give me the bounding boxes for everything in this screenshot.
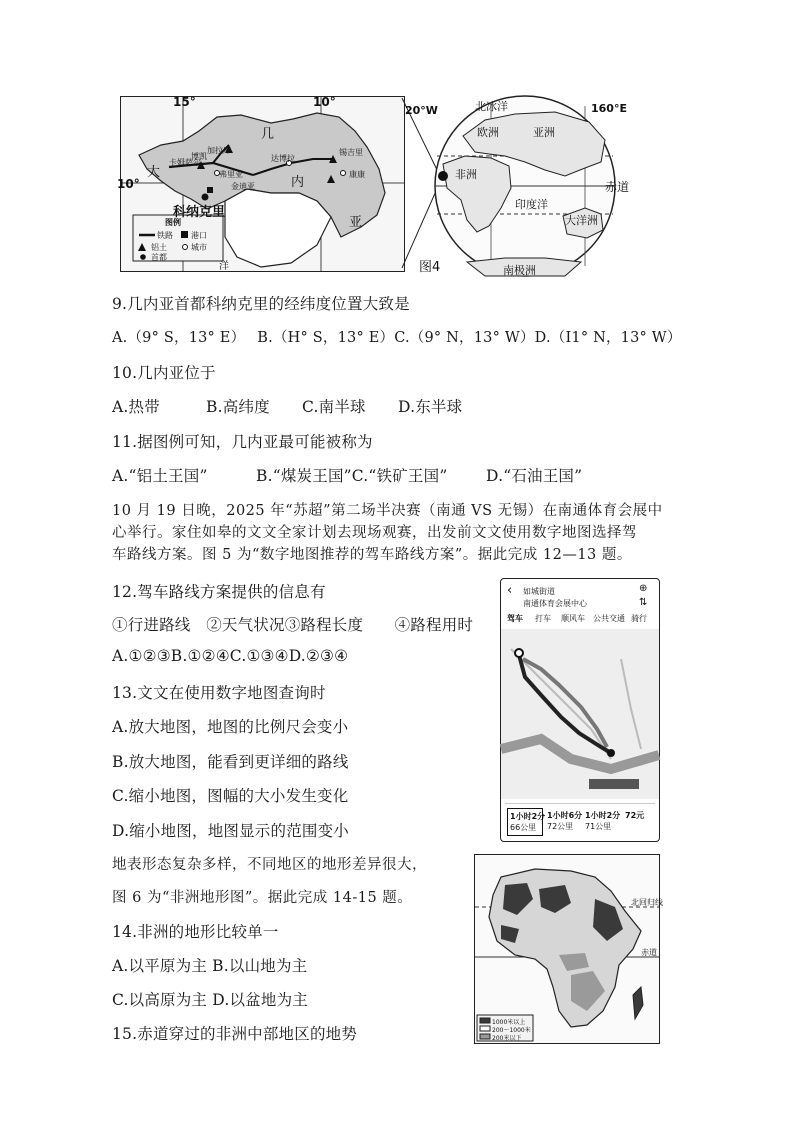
globe-label-indian-ocean: 印度洋 [515,198,548,211]
country-char-3: 亚 [349,215,363,230]
sea-char: 洋 [219,261,229,272]
add-stop-icon[interactable]: ⊕ [639,583,648,594]
passage-line: 图 6 为“非洲地形图”。据此完成 14-15 题。 [112,890,413,906]
route-time: 1小时2分 [510,812,546,821]
tropic-label: 北回归线 [631,898,663,907]
q11-option-d[interactable]: D.“石油王国” [486,467,583,485]
back-arrow-icon[interactable]: ‹ [507,583,513,598]
route-fare: 72元 [625,811,645,820]
town-label: 弗里亚 [219,170,243,179]
town-label: 锡吉里 [339,148,363,157]
legend-item: 铁路 [157,231,173,240]
figure-4-guinea-map [117,95,405,272]
town-label: 博凯 [191,152,207,161]
tab-cycling[interactable]: 骑行 [631,614,647,623]
figure-6-africa-terrain [474,854,663,1044]
figure-4-caption: 图4 [419,260,441,275]
q13-option-a[interactable]: A.放大地图，地图的比例尺会变小 [112,718,349,736]
q10-option-d[interactable]: D.东半球 [398,398,463,416]
neighbor-char: 大 [147,165,161,180]
question-9-stem: 9.几内亚首都科纳克里的经纬度位置大致是 [112,295,410,313]
country-char-2: 内 [291,175,305,190]
capital-label: 科纳克里 [173,205,226,220]
tab-taxi[interactable]: 打车 [535,614,551,623]
town-label: 达博拉 [271,154,295,163]
legend-item: 铝土 [151,243,167,252]
capital-symbol [202,194,209,201]
question-11-stem: 11.据图例可知，几内亚最可能被称为 [112,433,373,451]
globe-label-arctic: 北冰洋 [475,100,508,113]
country-char-1: 几 [261,127,275,142]
legend-item: 200～1000米 [492,1027,531,1034]
question-12-items: ①行进路线 ②天气状况③路程长度 ④路程用时 [112,616,474,634]
legend-item: 首都 [151,253,167,262]
globe-label-antarctica: 南极洲 [503,264,536,277]
passage-line: 心举行。家住如皋的文文全家计划去现场观赛，出发前文文使用数字地图选择驾 [112,525,637,541]
port-symbol [207,187,213,193]
africa-terrain-svg [475,855,659,1043]
town-label: 卡姆萨尔 [169,158,201,167]
q13-option-b[interactable]: B.放大地图，能看到更详细的路线 [112,753,349,771]
tab-public-transit[interactable]: 公共交通 [593,614,625,623]
town-label: 康康 [349,170,365,179]
route-origin[interactable]: 如城街道 [523,587,555,596]
q9-option-a[interactable]: A.（9° S，13° E） [112,330,246,346]
route-distance: 72公里 [547,822,574,831]
longitude-15-label: 15° [173,95,196,109]
legend-item: 城市 [191,243,207,252]
question-11-options [112,464,582,486]
question-12-options[interactable]: A.①②③B.①②④C.①③④D.②③④ [112,647,349,665]
q14-options-ab[interactable]: A.以平原为主 B.以山地为主 [112,957,308,975]
question-10-options [112,395,462,417]
route-time: 1小时6分 [547,811,583,820]
swap-icon[interactable]: ⇅ [639,597,648,608]
route-time: 1小时2分 [585,811,621,820]
town-label: 金迪亚 [231,182,255,191]
globe-label-europe: 欧洲 [477,126,499,139]
figure-4-globe [405,96,635,280]
route-cards [505,803,655,838]
town-label: 加拉库 [207,146,231,155]
q11-option-a[interactable]: A.“铝土王国” [112,467,208,485]
question-10-stem: 10.几内亚位于 [112,364,216,382]
route-card[interactable] [583,808,621,834]
figure-5-phone-map [500,578,660,842]
question-15-stem: 15.赤道穿过的非洲中部地区的地势 [112,1025,358,1043]
legend-item: 港口 [191,231,207,240]
route-destination[interactable]: 南通体育会展中心 [523,599,587,608]
question-12-stem: 12.驾车路线方案提供的信息有 [112,583,326,601]
passage-line: 车路线方案。图 5 为“数字地图推荐的驾车路线方案”。据此完成 12—13 题。 [112,547,632,563]
legend-item: 1000米以上 [492,1019,526,1026]
q13-option-d[interactable]: D.缩小地图，地图显示的范围变小 [112,822,350,840]
question-13-stem: 13.文文在使用数字地图查询时 [112,684,326,702]
route-distance: 66公里 [510,823,537,832]
tab-drive[interactable]: 驾车 [507,614,523,623]
route-map-svg [501,629,659,799]
q10-option-a[interactable]: A.热带 [112,398,160,416]
globe-label-oceania: 大洋洲 [565,214,598,227]
question-14-stem: 14.非洲的地形比较单一 [112,923,279,941]
route-card[interactable] [545,808,583,834]
transport-tabs [505,613,655,625]
tab-carpool[interactable]: 顺风车 [561,614,585,623]
passage-line: 10 月 19 日晚，2025 年“苏超”第二场半决赛（南通 VS 无锡）在南通体育会展中 [112,503,663,519]
q10-option-b[interactable]: B.高纬度 [206,398,270,416]
passage-line: 地表形态复杂多样，不同地区的地形差异很大， [112,857,427,873]
route-distance: 71公里 [585,822,612,831]
question-9-options [112,326,682,347]
q9-option-bcd[interactable]: B.（H° S，13° E）C.（9° N，13° W）D.（I1° N，13° W） [257,330,682,346]
q14-options-cd[interactable]: C.以高原为主 D.以盆地为主 [112,991,308,1009]
q13-option-c[interactable]: C.缩小地图，图幅的大小发生变化 [112,787,349,805]
latitude-10-label: 10° [117,177,140,191]
globe-equator-label: 赤道 [605,180,630,194]
longitude-10-label: 10° [313,95,336,109]
globe-svg [405,96,635,280]
legend-title: 图例 [165,218,181,227]
route-card[interactable] [621,808,653,834]
globe-lon-left: 20°W [405,104,438,117]
q10-option-c[interactable]: C.南半球 [302,398,366,416]
q11-option-bc[interactable]: B.“煤炭王国”C.“铁矿王国” [256,467,448,485]
equator-label: 赤道 [641,948,657,957]
globe-label-africa: 非洲 [455,168,477,181]
globe-lon-right: 160°E [591,102,627,115]
legend-item: 200米以下 [492,1035,522,1042]
route-card[interactable] [507,808,546,836]
globe-label-asia: 亚洲 [533,126,555,139]
